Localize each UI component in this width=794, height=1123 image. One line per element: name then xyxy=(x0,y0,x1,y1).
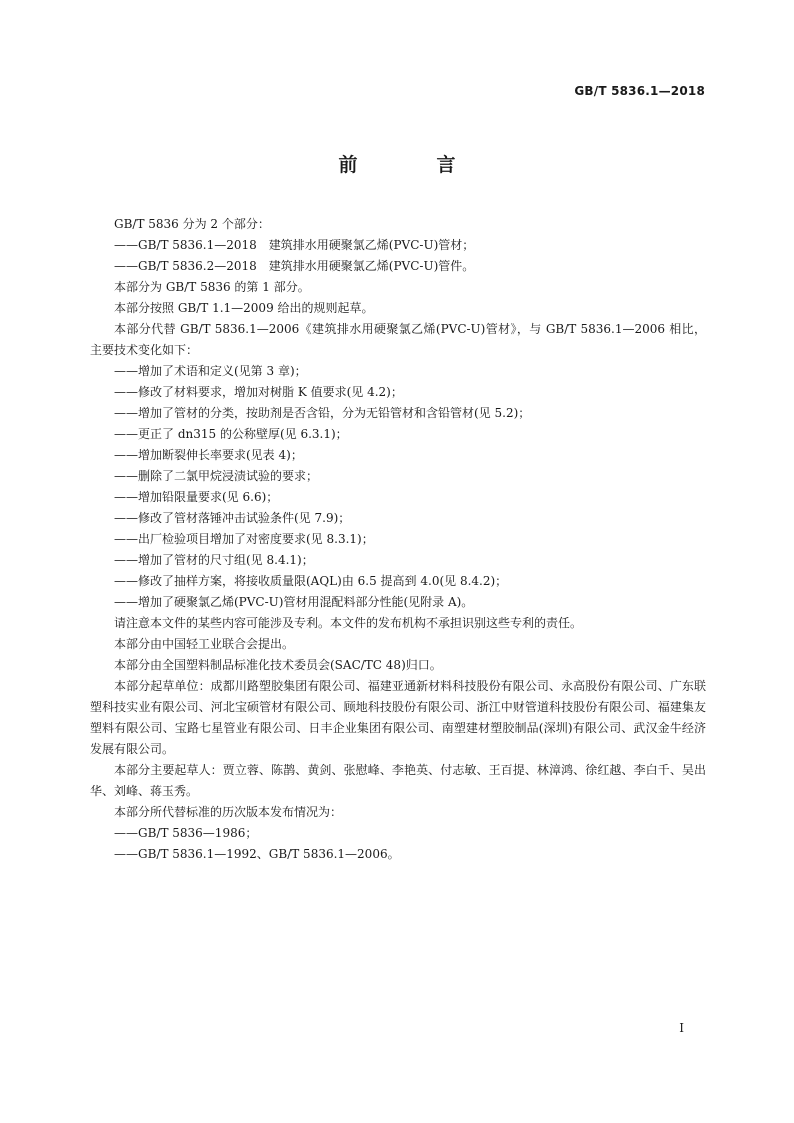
paragraph: 本部分主要起草人：贾立蓉、陈鹊、黄剑、张慰峰、李艳英、付志敏、王百提、林漳鸿、徐红越、李白千、吴出华、刘峰、蒋玉秀。 xyxy=(90,763,706,798)
list-item: ——删除了二氯甲烷浸渍试验的要求； xyxy=(114,469,319,483)
paragraph: 本部分为 GB/T 5836 的第 1 部分。 xyxy=(114,280,310,294)
paragraph: 本部分起草单位：成都川路塑胶集团有限公司、福建亚通新材料科技股份有限公司、永高股份有限公司、广东联塑科技实业有限公司、河北宝硕管材有限公司、顾地科技股份有限公司、浙江中财管道科技股份有限公司、福建集友塑料有限公司、宝路七星管业有限公司、日丰企业集团有限公司、南塑建材塑胶制品(深圳)有限公司、武汉金牛经济发展有限公司。 xyxy=(90,679,706,756)
page-title: 前 言 xyxy=(338,154,486,176)
paragraph: GB/T 5836 分为 2 个部分： xyxy=(114,217,270,231)
list-item: ——增加断裂伸长率要求(见表 4)； xyxy=(114,448,303,462)
list-item: ——GB/T 5836.1—2018 建筑排水用硬聚氯乙烯(PVC-U)管材； xyxy=(114,238,475,252)
list-item: ——修改了管材落锤冲击试验条件(见 7.9)； xyxy=(114,511,351,525)
page-number: I xyxy=(679,1021,684,1035)
list-item: ——增加了术语和定义(见第 3 章)； xyxy=(114,364,307,378)
paragraph: 本部分所代替标准的历次版本发布情况为： xyxy=(114,805,343,819)
list-item: ——GB/T 5836—1986； xyxy=(114,826,258,840)
list-item: ——出厂检验项目增加了对密度要求(见 8.3.1)； xyxy=(114,532,374,546)
list-item: ——增加了管材的分类，按助剂是否含铅，分为无铅管材和含铅管材(见 5.2)； xyxy=(114,406,531,420)
list-item: ——增加了硬聚氯乙烯(PVC-U)管材用混配料部分性能(见附录 A)。 xyxy=(114,595,474,609)
list-item: ——GB/T 5836.1—1992、GB/T 5836.1—2006。 xyxy=(114,847,400,861)
foreword-body xyxy=(90,214,706,865)
paragraph: 本部分代替 GB/T 5836.1—2006《建筑排水用硬聚氯乙烯(PVC-U)管材》，与 GB/T 5836.1—2006 相比，主要技术变化如下： xyxy=(90,322,706,357)
paragraph: 本部分按照 GB/T 1.1—2009 给出的规则起草。 xyxy=(114,301,374,315)
list-item: ——GB/T 5836.2—2018 建筑排水用硬聚氯乙烯(PVC-U)管件。 xyxy=(114,259,475,273)
list-item: ——修改了抽样方案，将接收质量限(AQL)由 6.5 提高到 4.0(见 8.4.2)； xyxy=(114,574,508,588)
paragraph: 本部分由中国轻工业联合会提出。 xyxy=(114,637,295,651)
paragraph: 请注意本文件的某些内容可能涉及专利。本文件的发布机构不承担识别这些专利的责任。 xyxy=(114,616,583,630)
list-item: ——增加了管材的尺寸组(见 8.4.1)； xyxy=(114,553,314,567)
paragraph: 本部分由全国塑料制品标准化技术委员会(SAC/TC 48)归口。 xyxy=(114,658,442,672)
standard-code-header: GB/T 5836.1—2018 xyxy=(574,84,705,98)
list-item: ——更正了 dn315 的公称壁厚(见 6.3.1)； xyxy=(114,427,348,441)
list-item: ——修改了材料要求，增加对树脂 K 值要求(见 4.2)； xyxy=(114,385,403,399)
list-item: ——增加铅限量要求(见 6.6)； xyxy=(114,490,279,504)
